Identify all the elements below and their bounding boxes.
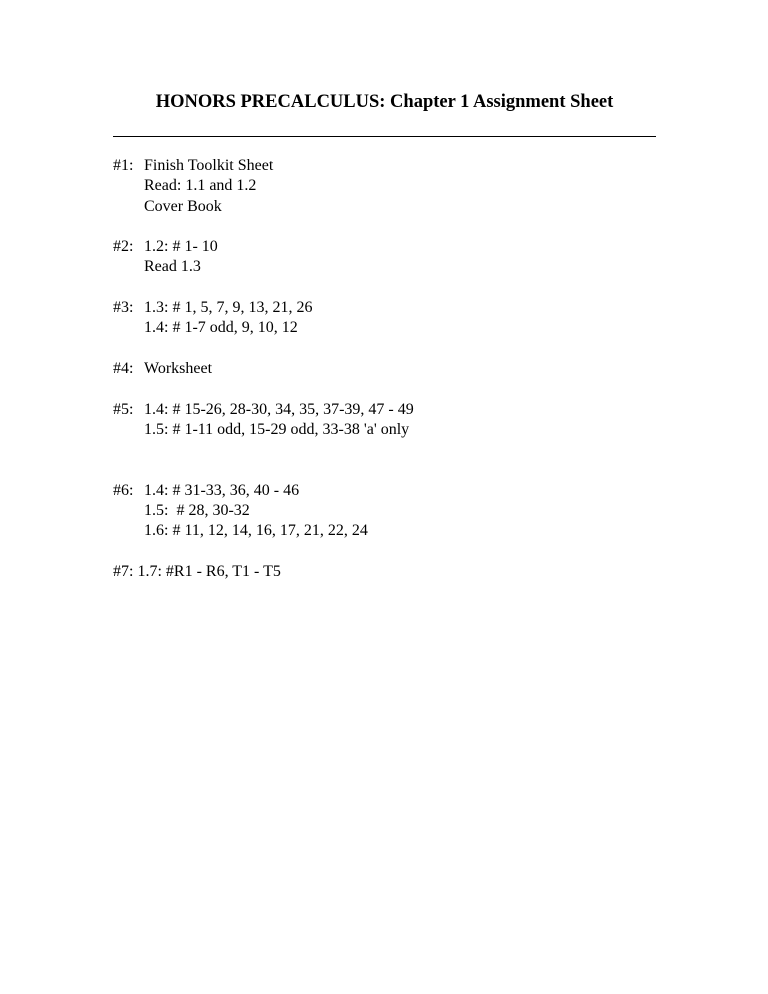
assignment-line: Read: 1.1 and 1.2 — [144, 177, 257, 195]
assignment-line: 1.5: # 28, 30-32 — [144, 502, 250, 520]
assignment-6 — [113, 481, 673, 542]
assignment-5 — [113, 400, 673, 441]
assignment-1 — [113, 156, 673, 217]
assignment-number: #5: — [113, 400, 134, 418]
assignment-4 — [113, 359, 673, 379]
assignment-number: #4: — [113, 359, 134, 377]
assignment-line: 1.2: # 1- 10 — [144, 238, 218, 256]
assignment-3 — [113, 298, 673, 339]
assignment-line: Worksheet — [144, 359, 213, 377]
assignment-2 — [113, 237, 673, 278]
assignment-line: Cover Book — [144, 197, 222, 215]
assignment-number: #2: — [113, 238, 134, 256]
assignment-number: #7: — [113, 562, 138, 580]
assignment-number: #1: — [113, 157, 134, 174]
assignment-line: 1.4: # 31-33, 36, 40 - 46 — [144, 481, 300, 499]
assignment-number: #3: — [113, 299, 134, 317]
assignment-line: Finish Toolkit Sheet — [144, 157, 274, 174]
assignment-line: 1.6: # 11, 12, 14, 16, 17, 21, 22, 24 — [144, 522, 368, 540]
assignment-line: 1.3: # 1, 5, 7, 9, 13, 21, 26 — [144, 299, 313, 317]
assignment-line: Read 1.3 — [144, 258, 201, 276]
title-divider — [113, 136, 656, 137]
assignment-line: 1.7: #R1 - R6, T1 - T5 — [137, 562, 281, 580]
assignment-line: 1.4: # 15-26, 28-30, 34, 35, 37-39, 47 - 49 — [144, 400, 414, 418]
page-title: HONORS PRECALCULUS: Chapter 1 Assignment Sheet — [155, 92, 614, 112]
assignment-line: 1.5: # 1-11 odd, 15-29 odd, 33-38 'a' only — [144, 420, 410, 438]
assignment-line: 1.4: # 1-7 odd, 9, 10, 12 — [144, 319, 298, 337]
assignment-list — [113, 156, 673, 582]
assignment-7 — [113, 562, 673, 582]
assignment-number: #6: — [113, 481, 134, 499]
